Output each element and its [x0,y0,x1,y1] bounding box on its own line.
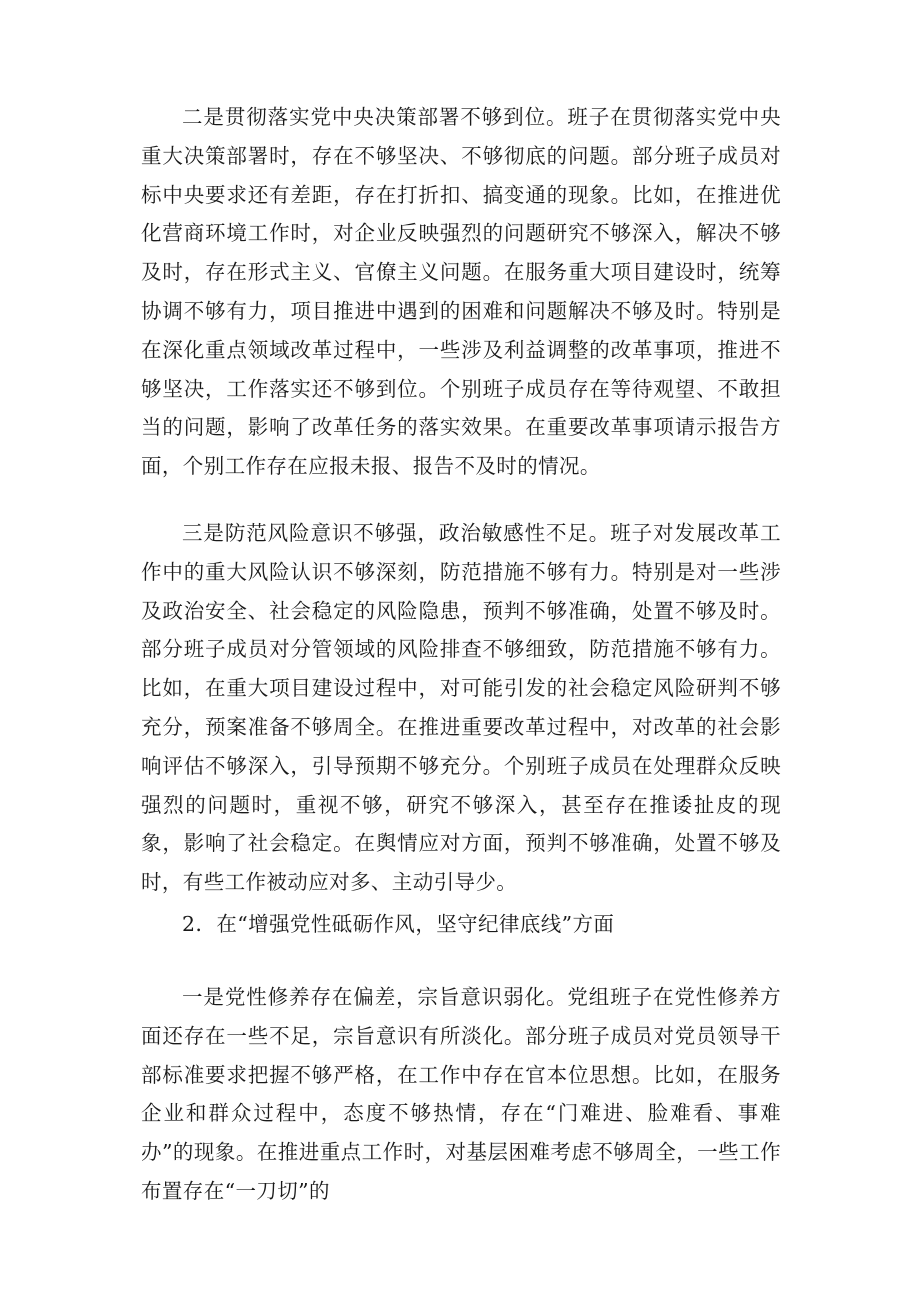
section-heading: 2．在“增强党性砥砺作风，坚守纪律底线”方面 [182,912,615,936]
paragraph-risk-awareness: 三是防范风险意识不够强，政治敏感性不足。班子对发展改革工作中的重大风险认识不够深刻，防范措施不够有力。特别是对一些涉及政治安全、社会稳定的风险隐患，预判不够准确，处置不够及时。部分班子成员对分管领域的风险排查不够细致，防范措施不够有力。比如，在重大项目建设过程中，对可能引发的社会稳定风险研判不够充分，预案准备不够周全。在推进重要改革过程中，对改革的社会影响评估不够深入，引导预期不够充分。个别班子成员在处理群众反映强烈的问题时，重视不够，研究不够深入，甚至存在推诿扯皮的现象，影响了社会稳定。在舆情应对方面，预判不够准确，处置不够及时，有些工作被动应对多、主动引导少。 [141,521,781,895]
paragraph-policy-implementation: 二是贯彻落实党中央决策部署不够到位。班子在贯彻落实党中央重大决策部署时，存在不够坚决、不够彻底的问题。部分班子成员对标中央要求还有差距，存在打折扣、搞变通的现象。比如，在推进优化营商环境工作时，对企业反映强烈的问题研究不够深入，解决不够及时，存在形式主义、官僚主义问题。在服务重大项目建设时，统筹协调不够有力，项目推进中遇到的困难和问题解决不够及时。特别是在深化重点领域改革过程中，一些涉及利益调整的改革事项，推进不够坚决，工作落实还不够到位。个别班子成员存在等待观望、不敢担当的问题，影响了改革任务的落实效果。在重要改革事项请示报告方面，个别工作存在应报未报、报告不及时的情况。 [141,105,781,479]
paragraph-party-spirit: 一是党性修养存在偏差，宗旨意识弱化。党组班子在党性修养方面还存在一些不足，宗旨意识有所淡化。部分班子成员对党员领导干部标准要求把握不够严格，在工作中存在官本位思想。比如，在服务企业和群众过程中，态度不够热情，存在“门难进、脸难看、事难办”的现象。在推进重点工作时，对基层困难考虑不够周全，一些工作布置存在“一刀切”的 [141,985,781,1203]
